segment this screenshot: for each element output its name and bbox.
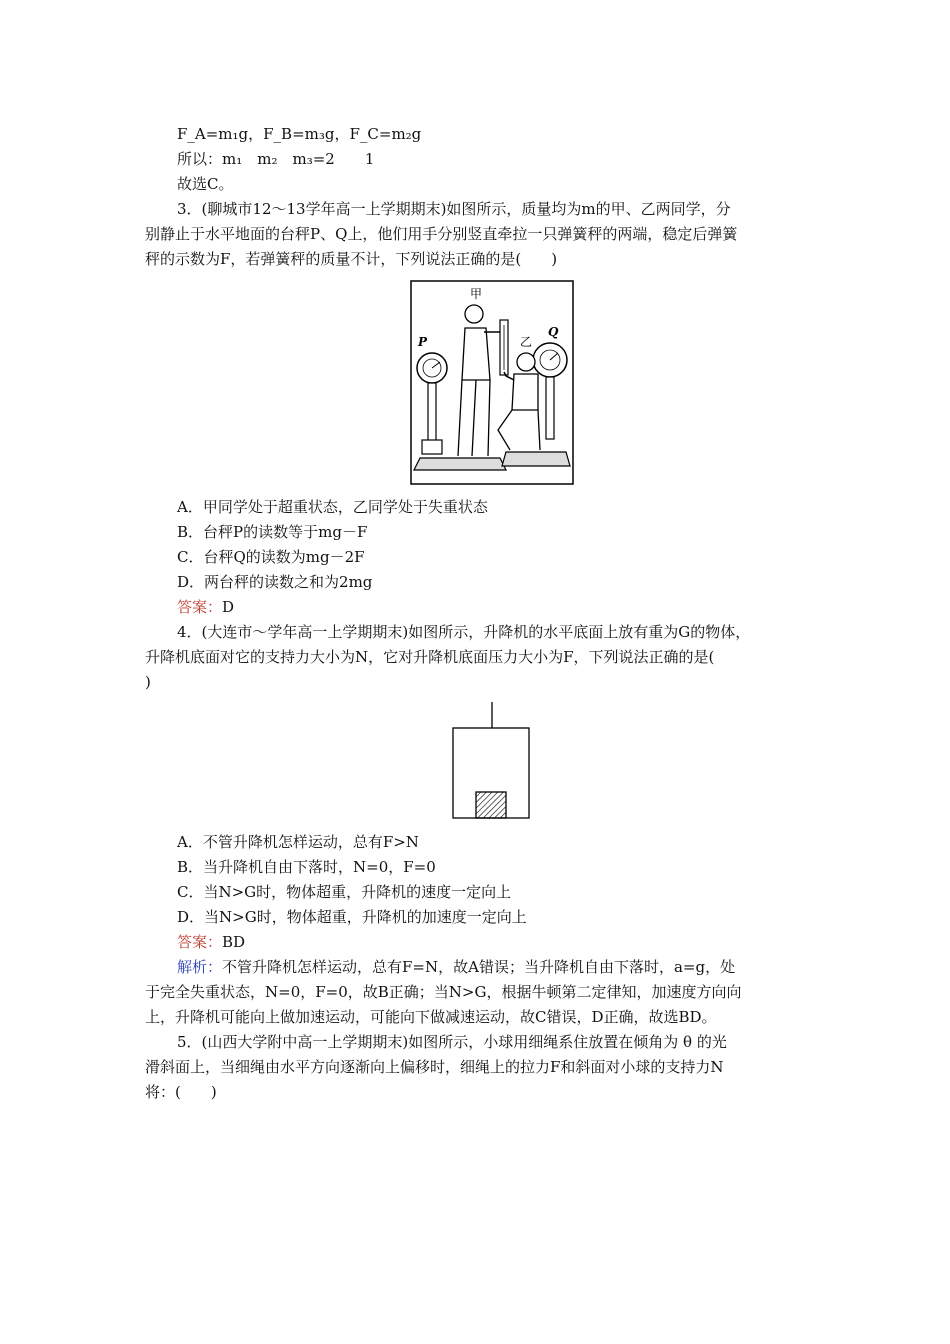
q4-answer-value: BD bbox=[222, 933, 246, 951]
student-jia-head bbox=[465, 305, 483, 323]
q3-option-d: D．两台秤的读数之和为2mg bbox=[177, 573, 373, 591]
prev-line-choice: 故选C。 bbox=[177, 175, 234, 193]
q5-stem-line-2: 滑斜面上，当细绳由水平方向逐渐向上偏移时，细绳上的拉力F和斜面对小球的支持力N bbox=[145, 1058, 724, 1076]
q3-answer-value: D bbox=[222, 598, 235, 616]
prev-line-forces: F_A=m₁g，F_B=m₃g，F_C=m₂g bbox=[177, 125, 422, 143]
q3-stem-line-1: 3．(聊城市12～13学年高一上学期期末)如图所示，质量均为m的甲、乙两同学，分 bbox=[177, 200, 731, 218]
label-yi: 乙 bbox=[520, 335, 533, 349]
p-platform bbox=[414, 458, 506, 470]
object-block bbox=[476, 792, 506, 818]
q4-analysis-text-1: 不管升降机怎样运动，总有F=N，故A错误；当升降机自由下落时，a=g，处 bbox=[222, 958, 736, 976]
label-jia: 甲 bbox=[470, 287, 483, 301]
q5-stem-line-3: 将：( ) bbox=[145, 1083, 217, 1101]
q3-stem-line-2: 别静止于水平地面的台秤P、Q上，他们用手分别竖直牵拉一只弹簧秤的两端，稳定后弹簧 bbox=[145, 225, 738, 243]
q4-option-a: A．不管升降机怎样运动，总有F>N bbox=[177, 833, 419, 851]
label-q: Q bbox=[548, 325, 559, 339]
q4-stem-line-3: ) bbox=[145, 673, 151, 691]
prev-line-ratio: 所以：m₁ m₂ m₃=2 1 bbox=[177, 150, 375, 168]
q4-answer bbox=[177, 932, 245, 952]
q4-option-c: C．当N>G时，物体超重，升降机的速度一定向上 bbox=[177, 883, 512, 901]
label-p: P bbox=[418, 335, 428, 349]
p-column bbox=[428, 383, 436, 445]
q5-stem-line-1: 5．(山西大学附中高一上学期期末)如图所示，小球用细绳系住放置在倾角为 θ 的光 bbox=[177, 1033, 727, 1051]
scales-figure bbox=[410, 280, 574, 485]
q4-answer-label: 答案： bbox=[177, 933, 223, 951]
q-platform bbox=[502, 452, 570, 466]
q4-stem-line-2: 升降机底面对它的支持力大小为N，它对升降机底面压力大小为F，下列说法正确的是( bbox=[145, 648, 715, 666]
q4-analysis-line-3: 上，升降机可能向上做加速运动，可能向下做减速运动，故C错误，D正确，故选BD。 bbox=[145, 1008, 717, 1026]
q3-answer bbox=[177, 597, 234, 617]
q4-option-d: D．当N>G时，物体超重，升降机的加速度一定向上 bbox=[177, 908, 527, 926]
q3-answer-label: 答案： bbox=[177, 598, 223, 616]
q4-analysis-line-2: 于完全失重状态，N=0，F=0，故B正确；当N>G，根据牛顿第二定律知，加速度方向向 bbox=[145, 983, 742, 1001]
q-column bbox=[546, 377, 554, 439]
q3-option-b: B．台秤P的读数等于mg－F bbox=[177, 523, 368, 541]
q4-analysis-line-1 bbox=[177, 957, 735, 977]
q4-option-b: B．当升降机自由下落时，N=0，F=0 bbox=[177, 858, 436, 876]
elevator-figure bbox=[448, 700, 534, 822]
q4-stem-line-1: 4．(大连市～学年高一上学期期末)如图所示，升降机的水平底面上放有重为G的物体， bbox=[177, 623, 751, 641]
q3-option-c: C．台秤Q的读数为mg－2F bbox=[177, 548, 365, 566]
q4-analysis-label: 解析： bbox=[177, 958, 223, 976]
student-yi-head bbox=[517, 353, 535, 371]
q3-option-a: A．甲同学处于超重状态，乙同学处于失重状态 bbox=[177, 498, 488, 516]
q3-stem-line-3: 秤的示数为F，若弹簧秤的质量不计，下列说法正确的是( ) bbox=[145, 250, 558, 268]
